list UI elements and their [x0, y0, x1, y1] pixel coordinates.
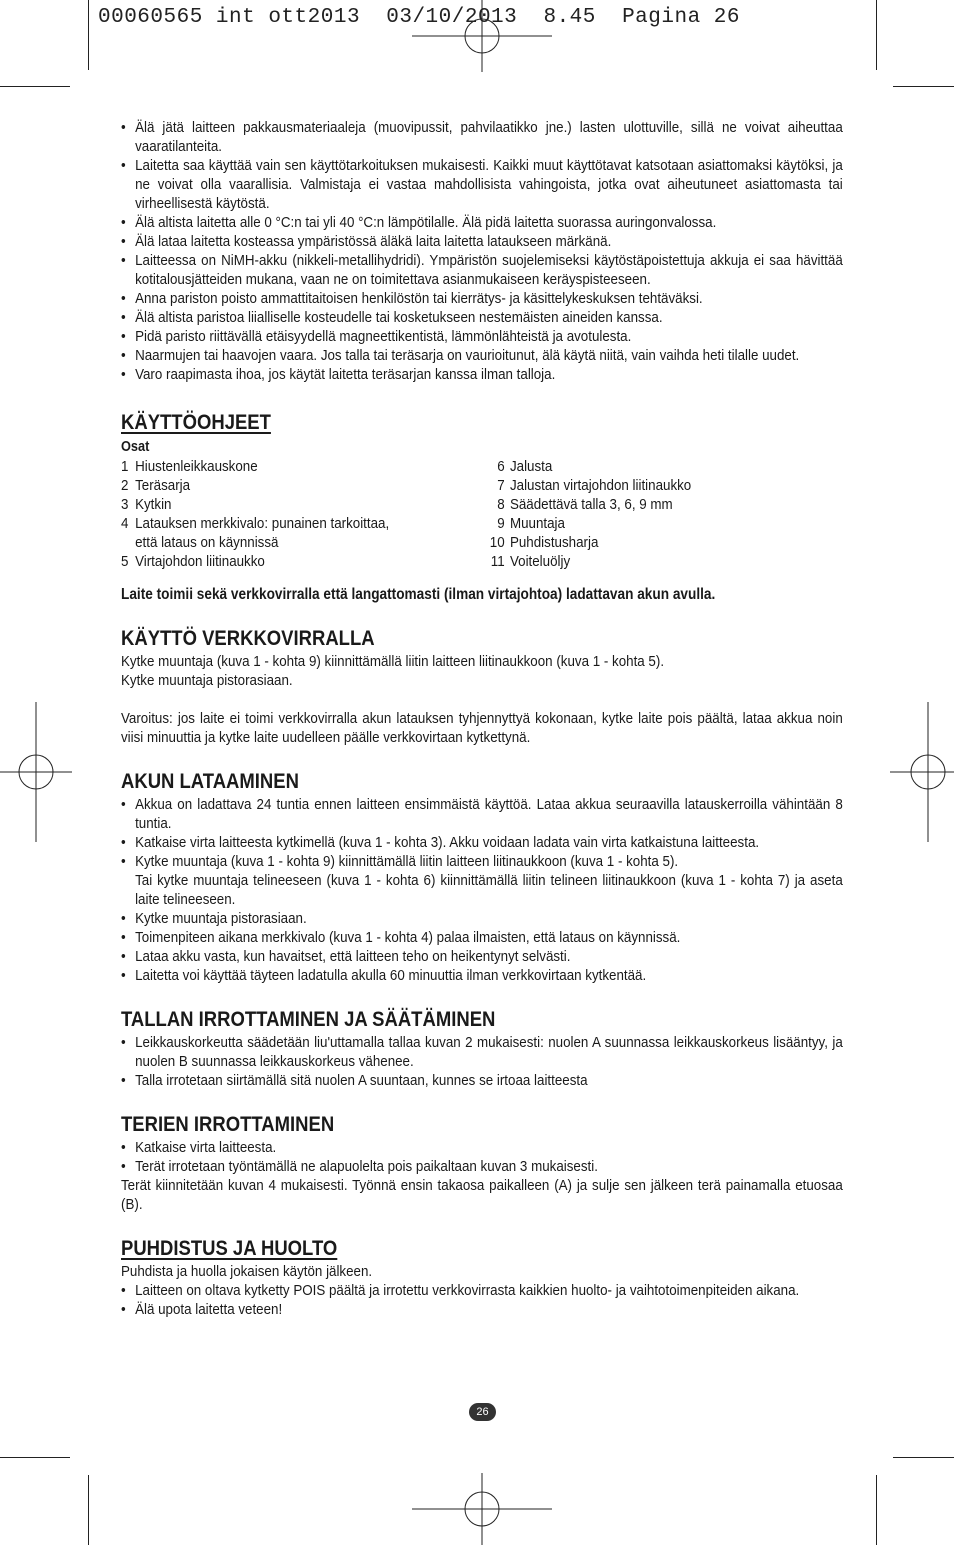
list-item: • Leikkauskorkeutta säädetään liu'uttamalla tallaa kuvan 2 mukaisesti: nuolen A suunnassa leikkauskorkeus lisääntyy, ja nuolen B suunnassa leikkauskorkeus vähenee. [121, 1033, 843, 1071]
page-content [121, 118, 843, 1319]
list-item: • Talla irrotetaan siirtämällä sitä nuolen A suuntaan, kunnes se irtoaa laitteesta [121, 1071, 843, 1090]
crop-mark [0, 1457, 70, 1458]
parts-list [121, 457, 843, 571]
mains-heading: KÄYTTÖ VERKKOVIRRALLA [121, 627, 375, 650]
list-item: 1 Hiustenleikkauskone [121, 458, 258, 475]
list-item: • Varo raapimasta ihoa, jos käytät laitetta teräsarjan kanssa ilman talloja. [121, 365, 843, 384]
list-item: 4 Latauksen merkkivalo: punainen tarkoittaa, [121, 515, 390, 532]
crop-mark [893, 86, 954, 87]
crop-mark [893, 1457, 954, 1458]
list-item: että lataus on käynnissä [135, 534, 279, 551]
blades-list [121, 1138, 843, 1176]
list-item: 9 Muuntaja [497, 515, 565, 532]
list-item: • Älä altista paristoa liialliselle kosteudelle tai kosketukseen nestemäisten aineiden kanssa. [121, 308, 843, 327]
list-item: • Katkaise virta laitteesta. [121, 1138, 843, 1157]
list-item: • Katkaise virta laitteesta kytkimellä (kuva 1 - kohta 3). Akku voidaan ladata vain virta katkaistuna laitteesta. [121, 833, 843, 852]
content-inner [121, 118, 843, 1319]
cleaning-section [121, 1236, 843, 1319]
charging-section [121, 769, 843, 985]
list-item: • Kytke muuntaja (kuva 1 - kohta 9) kiinnittämällä liitin laitteen liitinaukkoon (kuva 1 - kohta 5). Tai kytke muuntaja telineeseen (kuva 1 - kohta 6) kiinnittämällä liitin telineen liitinaukkoon (kuva 1 - kohta 7) ja aseta laite telineeseen. [121, 852, 843, 909]
paragraph: Kytke muuntaja pistorasiaan. [121, 672, 293, 689]
list-item: 10 Puhdistusharja [489, 534, 599, 551]
registration-mark-icon [412, 0, 552, 72]
list-item: • Lataa akku vasta, kun havaitset, että laitteen teho on heikentynyt selvästi. [121, 947, 843, 966]
crop-mark [88, 0, 89, 70]
cleaning-heading: PUHDISTUS JA HUOLTO [121, 1237, 338, 1260]
list-item: • Naarmujen tai haavojen vaara. Jos talla tai teräsarja on vaurioitunut, älä käytä niitä, vain vaihda heti tilalle uudet. [121, 346, 843, 365]
list-item: • Anna pariston poisto ammattitaitoisen henkilöstön tai kierrätys- ja käsittelykeskuksen tehtäväksi. [121, 289, 843, 308]
blades-section [121, 1112, 843, 1214]
usage-note: Laite toimii sekä verkkovirralla että langattomasti (ilman virtajohtoa) ladattavan akun avulla. [121, 586, 716, 603]
warning-paragraph: Varoitus: jos laite ei toimi verkkovirralla akun latauksen tyhjennyttyä kokonaan, kytke laite pois päältä, lataa akkua noin viisi minuuttia ja kytke laite uudelleen päälle verkkovirtaan kytkettynä. [121, 710, 843, 746]
list-item: • Älä jätä laitteen pakkausmateriaaleja (muovipussit, pahvilaatikko jne.) lasten ulottuville, sillä ne voivat aiheuttaa vaaratilanteita. [121, 118, 843, 156]
list-item: • Laitteessa on NiMH-akku (nikkeli-metallihydridi). Ympäristön suojelemiseksi käytöstäpoistettuja akkuja ei saa hävittää kotitalousjätteiden mukana, vaan ne on toimitettava asianmukaiseen keräyspisteeseen. [121, 251, 843, 289]
list-item: • Toimenpiteen aikana merkkivalo (kuva 1 - kohta 4) palaa ilmaisten, että lataus on käynnissä. [121, 928, 843, 947]
mains-section [121, 626, 843, 747]
comb-section [121, 1007, 843, 1090]
list-item: • Pidä paristo riittävällä etäisyydellä magneettikentistä, lämmönlähteistä ja avotulesta. [121, 327, 843, 346]
crop-mark [876, 1475, 877, 1545]
usage-section [121, 410, 843, 604]
crop-mark [876, 0, 877, 70]
list-item: 3 Kytkin [121, 496, 172, 513]
list-item: 6 Jalusta [497, 458, 553, 475]
list-item: • Kytke muuntaja pistorasiaan. [121, 909, 843, 928]
safety-list [121, 118, 843, 384]
list-item: 2 Teräsarja [121, 477, 191, 494]
parts-column-right [438, 457, 799, 571]
crop-mark [88, 1475, 89, 1545]
comb-heading: TALLAN IRROTTAMINEN JA SÄÄTÄMINEN [121, 1008, 496, 1031]
print-slug: 00060565 int ott2013 03/10/2013 8.45 Pagina 26 [98, 6, 741, 29]
comb-list [121, 1033, 843, 1090]
list-item: • Laitteen on oltava kytketty POIS päältä ja irrotettu verkkovirrasta kaikkien huolto- ja vaihtotoimenpiteiden aikana. [121, 1281, 843, 1300]
charging-heading: AKUN LATAAMINEN [121, 770, 299, 793]
paragraph: Terät kiinnitetään kuvan 4 mukaisesti. Työnnä ensin takaosa paikalleen (A) ja sulje sen jälkeen terä painamalla etuosaa (B). [121, 1177, 843, 1213]
parts-heading: Osat [121, 439, 150, 455]
list-item: 8 Säädettävä talla 3, 6, 9 mm [497, 496, 673, 513]
registration-mark-icon [0, 702, 72, 842]
registration-mark-icon [890, 702, 954, 842]
usage-heading: KÄYTTÖOHJEET [121, 411, 271, 434]
registration-mark-icon [412, 1473, 552, 1545]
list-item: 5 Virtajohdon liitinaukko [121, 553, 265, 570]
cleaning-list [121, 1281, 843, 1319]
list-item: • Älä upota laitetta veteen! [121, 1300, 843, 1319]
blades-heading: TERIEN IRROTTAMINEN [121, 1113, 335, 1136]
list-item: • Akkua on ladattava 24 tuntia ennen laitteen ensimmäistä käyttöä. Lataa akkua seuraavilla latauskerroilla vähintään 8 tuntia. [121, 795, 843, 833]
list-item: • Laitetta saa käyttää vain sen käyttötarkoituksen mukaisesti. Kaikki muut käyttötavat katsotaan asiattomaksi käytöksi, ja ne voivat olla vaarallisia. Valmistaja ei vastaa mahdollisista vahingoista, jotka ovat aiheutuneet asiattomasta tai virheellisestä käytöstä. [121, 156, 843, 213]
list-item: 11 Voiteluöljy [490, 553, 571, 570]
page-number-badge: 26 [469, 1403, 496, 1421]
list-item: 7 Jalustan virtajohdon liitinaukko [497, 477, 692, 494]
parts-column-left [121, 457, 438, 571]
list-item: • Terät irrotetaan työntämällä ne alapuolelta pois paikaltaan kuvan 3 mukaisesti. [121, 1157, 843, 1176]
list-item: • Laitetta voi käyttää täyteen ladatulla akulla 60 minuuttia ilman verkkovirtaan kytkentää. [121, 966, 843, 985]
list-item: • Älä altista laitetta alle 0 °C:n tai yli 40 °C:n lämpötilalle. Älä pidä laitetta suorassa auringonvalossa. [121, 213, 843, 232]
paragraph: Kytke muuntaja (kuva 1 - kohta 9) kiinnittämällä liitin laitteen liitinaukkoon (kuva 1 - kohta 5). [121, 653, 665, 670]
crop-mark [0, 86, 70, 87]
list-item: • Älä lataa laitetta kosteassa ympäristössä äläkä laita laitetta lataukseen märkänä. [121, 232, 843, 251]
charging-list [121, 795, 843, 985]
paragraph: Puhdista ja huolla jokaisen käytön jälkeen. [121, 1263, 373, 1280]
